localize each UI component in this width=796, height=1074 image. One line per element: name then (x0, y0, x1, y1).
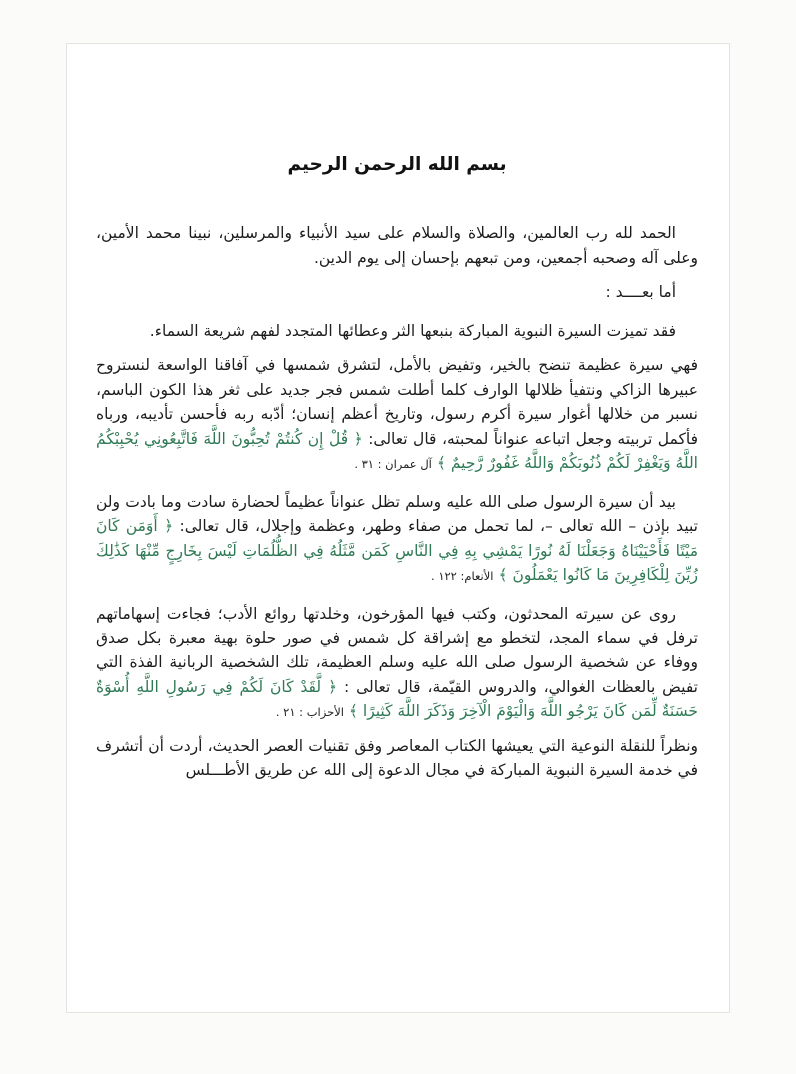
quran-verse: ﴿ قُلْ إِن كُنتُمْ تُحِبُّونَ اللَّهَ فَاتَّبِعُونِي يُحْبِبْكُمُ اللَّهُ وَيَغْفِرْ لَكُمْ ذُنُوبَكُمْ وَاللَّهُ غَفُورٌ رَّحِيمٌ ﴾ (96, 429, 698, 473)
quran-verse: ﴿ لَّقَدْ كَانَ لَكُمْ فِي رَسُولِ اللَّهِ أُسْوَةٌ حَسَنَةٌ لِّمَن كَانَ يَرْجُو اللَّهَ وَالْيَوْمَ الْآخِرَ وَذَكَرَ اللَّهَ كَثِيرًا ﴾ (96, 677, 698, 721)
verse-reference: الأنعام: ١٢٢ . (431, 569, 494, 584)
paragraph-text: بيد أن سيرة الرسول صلى الله عليه وسلم تظل عنواناً عظيماً لحضارة سادت وما بادت ولن تبيد بإذن – الله تعالى –، لما تحمل من صفاء وطهر، وعظمة وإجلال، قال تعالى: (96, 492, 698, 536)
paragraph-intro: فقد تميزت السيرة النبوية المباركة بنبعها الثر وعطائها المتجدد لفهم شريعة السماء. (149, 321, 676, 340)
verse-reference: آل عمران : ٣١ . (354, 457, 432, 472)
document-body (96, 150, 698, 793)
paragraph-opening: الحمد لله رب العالمين، والصلاة والسلام على سيد الأنبياء والمرسلين، نبينا محمد الأمين، وعلى آله وصحبه أجمعين، ومن تبعهم بإحسان إلى يوم الدين. (96, 224, 698, 267)
verse-reference: الأحزاب : ٢١ . (275, 705, 344, 720)
paragraph-atlas: ونظراً للنقلة النوعية التي يعيشها الكتاب المعاصر وفق تقنيات العصر الحديث، أردت أن أتشرف في خدمة السيرة النبوية المباركة في مجال الدعوة إلى الله عن طريق الأطـــلس (96, 736, 698, 780)
page-title: بسم الله الرحمن الرحيم (287, 154, 507, 175)
paragraph-narrators (96, 602, 698, 724)
paragraph-text: فهي سيرة عظيمة تنضح بالخير، وتفيض بالأمل، لتشرق شمسها في آفاقنا الواسعة لنستروح عبيرها الزاكي ونتفيأ ظلالها الوارف كلما أطلت شمس فجر جديد على ثغر هذا الكون الباسم، نسبر من خلالها أغوار سيرة أكرم رسول، وتاريخ أعظم إنسان؛ أدّبه ربه فأحسن تأديبه، ورباه فأكمل تربيته وجعل اتباعه عنواناً لمحبته، قال تعالى: (96, 356, 698, 448)
quran-verse: ﴿ أَوَمَن كَانَ مَيْتًا فَأَحْيَيْنَاهُ وَجَعَلْنَا لَهُ نُورًا يَمْشِي بِهِ فِي النَّاسِ كَمَن مَّثَلُهُ فِي الظُّلُمَاتِ لَيْسَ بِخَارِجٍ مِّنْهَا كَذَٰلِكَ زُيِّنَ لِلْكَافِرِينَ مَا كَانُوا يَعْمَلُونَ ﴾ (96, 517, 698, 585)
paragraph-text: روى عن سيرته المحدثون، وكتب فيها المؤرخون، وخلدتها روائع الأدب؛ فجاءت إسهاماتهم ترفل في سماء المجد، لتخطو مع إشراقة كل شمس في صور حلوة بهية معبرة بكل صدق ووفاء عن شخصية الرسول صلى الله عليه وسلم العظيمة، تلك الشخصية الربانية الفذة التي تفيض بالعظات الغوالي، والدروس القيّمة، قال تعالى : (96, 604, 698, 696)
paragraph-amma-baad: أما بعــــد : (605, 283, 676, 302)
paragraph-sirah (96, 353, 698, 475)
paragraph-civilization (96, 490, 698, 588)
